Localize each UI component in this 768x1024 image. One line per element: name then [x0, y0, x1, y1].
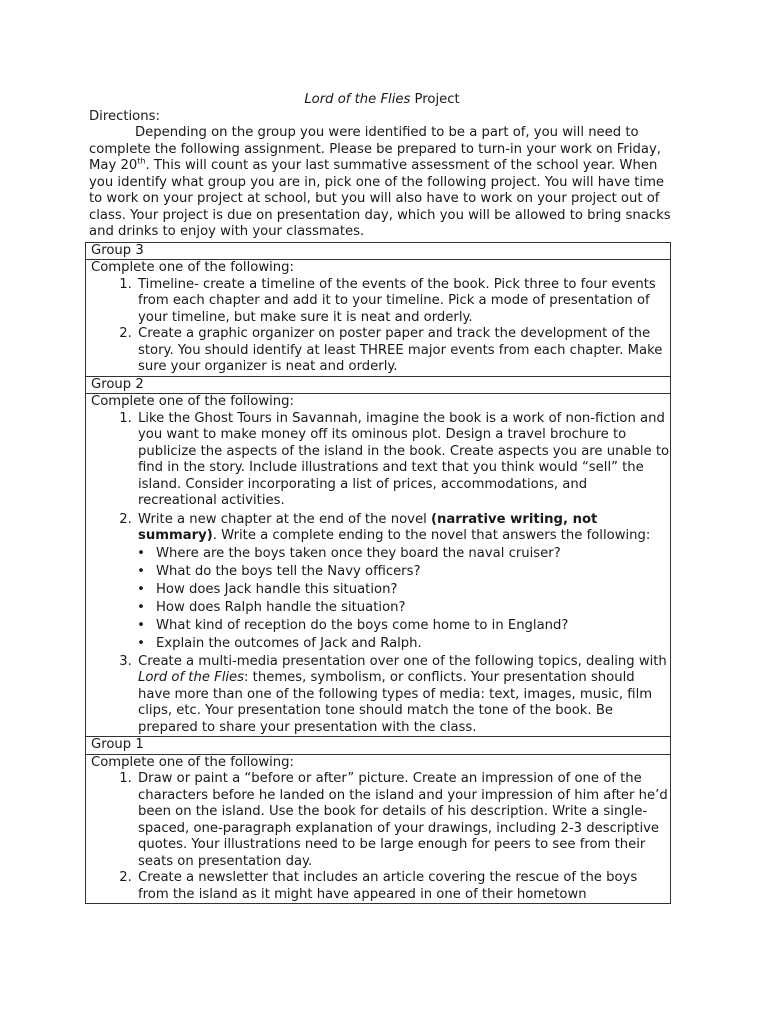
item3-text-pre: Create a multi-media presentation over one of the following topics, dealing with — [138, 653, 667, 669]
bullet-item: • Explain the outcomes of Jack and Ralph. — [156, 636, 670, 653]
list-item: 1. Draw or paint a “before or after” picture. Create an impression of one of the characters before he landed on the island and your impression of him after he’d been on the island. Use the book for details of his description. Write a single-spaced, one-paragraph explanation of your drawings, including 2-3 descriptive quotes. Your illustrations need to be large enough for peers to see from their seats on presentation day. — [136, 771, 670, 870]
group-3-lead: Complete one of the following: — [91, 260, 294, 275]
group-3-heading: Group 3 — [86, 242, 671, 260]
list-item: 1. Like the Ghost Tours in Savannah, imagine the book is a work of non-fiction and you want to make money off its ominous plot. Design a travel brochure to publicize the aspects of the island in the book. Create aspects you are unable to find in the story. Include illustrations and text that you think would “sell” the island. Consider incorporating a list of prices, accommodations, and recreational activities. — [136, 411, 670, 510]
group-body-row — [86, 394, 671, 737]
group-1-list — [91, 771, 670, 903]
group-1-lead: Complete one of the following: — [91, 754, 294, 770]
title-italic: Lord of the Flies — [304, 92, 411, 107]
bullet-item: • Where are the boys taken once they board the naval cruiser? — [156, 546, 670, 563]
intro-paragraph — [89, 125, 675, 241]
list-item — [136, 512, 670, 545]
group-2-body — [86, 394, 671, 737]
group-1-body — [86, 754, 671, 904]
group-1-heading: Group 1 — [86, 737, 671, 755]
group-2-list — [91, 411, 670, 545]
intro-text-1: Depending on the group you were identified to be a part of, you will need to complete the following assignment. Please be prepared to turn-in your work on Friday, May 20 — [89, 125, 661, 173]
group-header-row — [86, 376, 671, 394]
group-3-body — [86, 260, 671, 377]
list-item — [136, 654, 670, 737]
bullet-item: • What kind of reception do the boys come home to in England? — [156, 618, 670, 635]
groups-table — [85, 242, 671, 905]
group-body-row — [86, 754, 671, 904]
group-2-list-cont — [91, 654, 670, 737]
list-item: 2. Create a newsletter that includes an article covering the rescue of the boys from the island as it might have appeared in one of their hometown — [136, 870, 670, 903]
intro-text-2: . This will count as your last summative assessment of the school year. When you identify what group you are in, pick one of the following project. You will have time to work on your project at school, but you will also have to work on your project out of class. Your project is due on presentation day, which you will be allowed to bring snacks and drinks to enjoy with your classmates. — [89, 158, 671, 239]
item2-text-pre: Write a new chapter at the end of the novel — [138, 511, 431, 527]
bullet-item: • How does Ralph handle the situation? — [156, 600, 670, 617]
group-2-heading: Group 2 — [86, 376, 671, 394]
group-3-list — [91, 277, 670, 376]
title-rest: Project — [410, 92, 460, 107]
group-2-lead: Complete one of the following: — [91, 394, 294, 409]
intro-superscript: th — [137, 156, 146, 166]
item2-text-bold: (narrative writing, not summary) — [138, 511, 598, 543]
group-2-bullets — [136, 546, 670, 653]
item3-text-italic: Lord of the Flies — [138, 670, 245, 685]
bullet-item: • What do the boys tell the Navy officers? — [156, 564, 670, 581]
document-page — [89, 92, 675, 904]
list-item: 1. Timeline- create a timeline of the events of the book. Pick three to four events from each chapter and add it to your timeline. Pick a mode of presentation of your timeline, but make sure it is neat and orderly. — [136, 277, 670, 327]
group-2-bullet-wrap — [91, 546, 670, 653]
item2-text-post: . Write a complete ending to the novel that answers the following: — [212, 528, 651, 543]
group-header-row — [86, 242, 671, 260]
group-body-row — [86, 260, 671, 377]
directions-label: Directions: — [89, 108, 160, 124]
group-header-row — [86, 737, 671, 755]
list-item: 2. Create a graphic organizer on poster paper and track the development of the story. You should identify at least THREE major events from each chapter. Make sure your organizer is neat and orderly. — [136, 326, 670, 376]
page-title — [89, 92, 675, 109]
item3-text-post: : themes, symbolism, or conflicts. Your presentation should have more than one of the following types of media: text, images, music, film clips, etc. Your presentation tone should match the tone of the book. Be prepared to share your presentation with the class. — [138, 670, 653, 735]
bullet-item: • How does Jack handle this situation? — [156, 582, 670, 599]
